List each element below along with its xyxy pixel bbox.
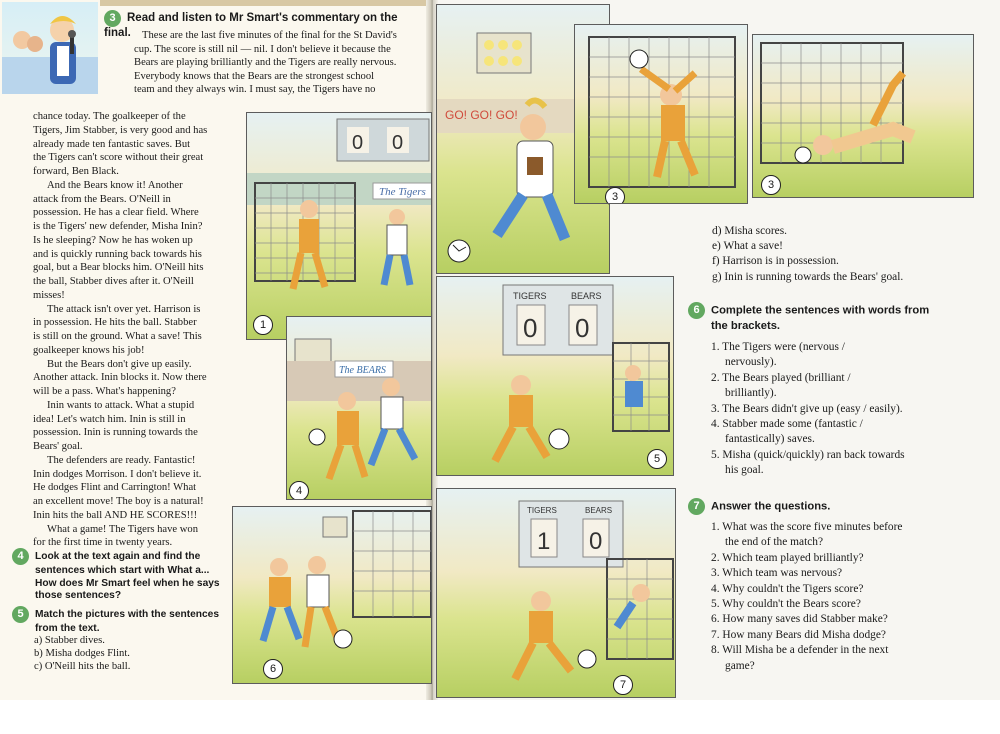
intro-line: Everybody knows that the Bears are the strongest school [134, 70, 375, 82]
commentator-drawing [2, 2, 98, 94]
body-line: goal, but a Bear blocks him. O'Neill hits [33, 262, 204, 274]
exercise-7-items [711, 520, 991, 674]
picture-7-number: 7 [613, 675, 633, 695]
body-line: an excellent move! The boy is a natural! [33, 496, 204, 507]
exercise-6-header [688, 302, 988, 334]
exercise-3-body [33, 110, 233, 550]
body-line: But the Bears don't give up easily. [47, 358, 192, 370]
exercise-6-badge: 6 [688, 302, 705, 319]
body-line: goalkeeper knows his job! [33, 344, 145, 356]
picture-6-number: 6 [263, 659, 283, 679]
exercise-7-badge: 7 [688, 498, 705, 515]
score-right: 0 [392, 132, 404, 154]
body-line: Inin dodges Morrison. I don't believe it. [33, 468, 202, 480]
picture-5-number: 5 [647, 449, 667, 469]
board-score-right: 0 [575, 313, 590, 343]
picture-6 [232, 506, 432, 684]
exercise-5 [12, 606, 234, 636]
body-line: the Tigers can't score without their great [33, 152, 204, 164]
board-label-right: BEARS [571, 291, 602, 301]
picture-6-drawing [233, 507, 432, 684]
exercise-4 [12, 548, 234, 603]
exercise-7-item: 6. How many saves did Stabber make? [711, 613, 888, 626]
body-line: Is he sleeping? Now he has woken up [33, 234, 193, 246]
exercise-4-line: sentences which start with What a... [35, 565, 210, 576]
body-line: for the first time in twenty years. [33, 537, 173, 549]
exercise-7-header [688, 498, 988, 515]
exercise-4-line: Look at the text again and find the [35, 551, 201, 563]
exercise-6-items [711, 340, 991, 479]
exercise-3-badge: 3 [104, 10, 121, 27]
intro-line: team and they always win. I must say, the Tigers have no [134, 84, 376, 95]
cheer-banner: GO! GO! GO! [445, 108, 518, 122]
board-score-left: 0 [523, 313, 538, 343]
exercise-7-item: game? [725, 659, 755, 672]
picture-4-scene-drawing [287, 317, 432, 500]
exercise-6-item: brilliantly). [725, 387, 777, 400]
body-line: the ball, Stabber dives after it. O'Neill [33, 276, 194, 287]
match-option: a) Stabber dives. [34, 635, 105, 646]
match-option: f) Harrison is in possession. [712, 255, 839, 268]
commentator-illustration [2, 2, 98, 94]
body-line: He dodges Flint and Carrington! What [33, 482, 197, 494]
body-line: The defenders are ready. Fantastic! [47, 454, 196, 466]
exercise-6-item: his goal. [725, 464, 764, 477]
exercise-7-item: 2. Which team played brilliantly? [711, 551, 864, 564]
picture-7-drawing [437, 489, 676, 698]
picture-7 [436, 488, 676, 698]
exercise-5-options-left [34, 634, 234, 674]
exercise-4-badge: 4 [12, 548, 29, 565]
picture-3-drawing [575, 25, 748, 204]
exercise-7-item: 7. How many Bears did Misha dodge? [711, 628, 886, 641]
exercise-7-title: Answer the questions. [711, 500, 831, 513]
body-line: Another attack. Inin blocks it. Now there [33, 372, 207, 384]
exercise-7-item: 8. Will Misha be a defender in the next [711, 644, 889, 657]
exercise-6-title-line: Complete the sentences with words from [711, 304, 930, 317]
picture-1-number: 1 [253, 315, 273, 335]
body-line: possession. Inin is running towards the [33, 427, 198, 439]
match-option: c) O'Neill hits the ball. [34, 661, 131, 673]
picture-5 [436, 276, 674, 476]
exercise-6-item: nervously). [725, 356, 777, 369]
exercise-4-line: those sentences? [35, 590, 122, 602]
bears-banner: The BEARS [339, 365, 386, 376]
body-line: already made ten fantastic saves. But [33, 138, 191, 150]
exercise-6-item: 1. The Tigers were (nervous / [711, 341, 845, 353]
body-line: and is quickly running back towards his [33, 248, 202, 260]
body-line: attack from the Bears. O'Neill in [33, 193, 171, 205]
match-option: b) Misha dodges Flint. [34, 648, 130, 660]
exercise-7-item: 4. Why couldn't the Tigers score? [711, 582, 864, 595]
body-line: Inin wants to attack. What a stupid [47, 399, 195, 411]
intro-line: Bears are playing brilliantly and the Tigers are really nervous. [134, 57, 397, 68]
picture-1-drawing [247, 113, 432, 340]
exercise-5-options-right [712, 224, 982, 285]
page-margin [0, 700, 1000, 734]
body-line: What a game! The Tigers have won [47, 523, 199, 535]
match-option: d) Misha scores. [712, 225, 787, 237]
exercise-6-item: fantastically) saves. [725, 433, 815, 446]
intro-line: These are the last five minutes of the final for the St David's [142, 30, 397, 41]
exercise-7-item: the end of the match? [725, 536, 824, 549]
intro-line: cup. The score is still nil — nil. I don't believe it because the [134, 43, 391, 55]
body-line: forward, Ben Black. [33, 166, 119, 177]
body-line: Inin hits the ball AND HE SCORES!!! [33, 509, 198, 521]
picture-3 [574, 24, 748, 204]
body-line: The attack isn't over yet. Harrison is [47, 303, 201, 315]
body-line: is still on the ground. What a save! This [33, 331, 202, 342]
board-score-left: 1 [537, 528, 551, 555]
picture-3-number: 3 [605, 187, 625, 204]
exercise-6-item: 3. The Bears didn't give up (easy / easily). [711, 402, 903, 415]
body-line: Bears' goal. [33, 441, 83, 452]
exercise-7-item: 5. Why couldn't the Bears score? [711, 598, 861, 611]
body-line: in possession. He hits the ball. Stabber [33, 317, 197, 329]
exercise-3-title: Read and listen to Mr Smart's commentary on the final. [104, 12, 398, 39]
header-strip [100, 0, 426, 6]
picture-5-drawing [437, 277, 674, 476]
body-line: is the Tigers' new defender, Misha Inin? [33, 221, 203, 232]
body-line: chance today. The goalkeeper of the [33, 111, 186, 122]
score-left: 0 [352, 132, 364, 154]
exercise-5-badge: 5 [12, 606, 29, 623]
picture-4 [752, 34, 974, 198]
body-line: possession. He has a clear field. Where [33, 207, 199, 219]
board-label-left: TIGERS [527, 506, 557, 515]
body-line: idea! Let's watch him. Inin is still in [33, 413, 186, 425]
exercise-4-line: How does Mr Smart feel when he says [35, 577, 220, 589]
tigers-banner: The Tigers [379, 186, 426, 198]
exercise-6-item: 2. The Bears played (brilliant / [711, 371, 851, 384]
picture-4-scene [286, 316, 432, 500]
picture-3-label: 3 [761, 175, 781, 195]
exercise-7-item: 1. What was the score five minutes before [711, 521, 903, 533]
body-line: will be a pass. What's happening? [33, 386, 176, 397]
board-score-right: 0 [589, 528, 603, 555]
body-line: misses! [33, 289, 65, 301]
body-line: And the Bears know it! Another [47, 179, 183, 191]
match-option: e) What a save! [712, 240, 783, 253]
board-label-left: TIGERS [513, 291, 547, 301]
exercise-6-item: 5. Misha (quick/quickly) ran back towards [711, 448, 905, 461]
picture-4-drawing [753, 35, 974, 198]
exercise-6-title-line: the brackets. [711, 320, 781, 332]
body-line: Tigers, Jim Stabber, is very good and has [33, 124, 208, 136]
picture-1 [246, 112, 432, 340]
exercise-5-line: from the text. [35, 623, 100, 634]
match-option: g) Inin is running towards the Bears' goal. [712, 270, 904, 283]
exercise-6-item: 4. Stabber made some (fantastic / [711, 418, 863, 431]
exercise-3-intro [134, 29, 426, 97]
exercise-5-line: Match the pictures with the sentences [35, 609, 219, 621]
picture-4-number: 4 [289, 481, 309, 500]
exercise-7-item: 3. Which team was nervous? [711, 567, 843, 580]
board-label-right: BEARS [585, 506, 613, 515]
